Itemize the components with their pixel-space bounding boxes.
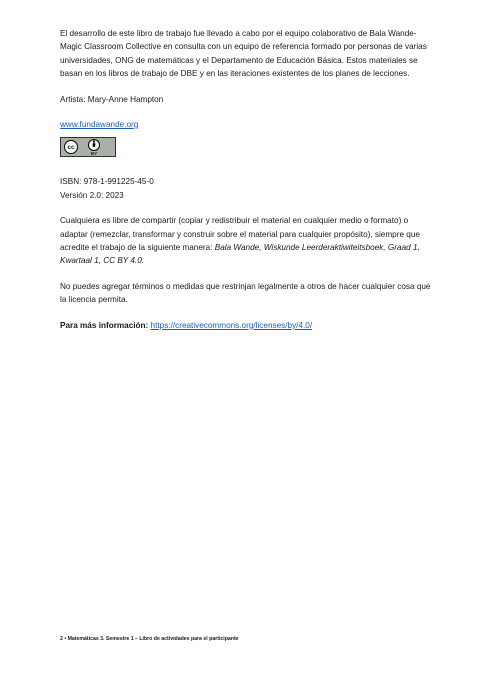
artist-credit: Artista: Mary-Anne Hampton (60, 94, 164, 104)
website-line (60, 118, 438, 131)
acknowledgement-paragraph: El desarrollo de este libro de trabajo fue llevado a cabo por el equipo colaborativo de Bala Wande-Magic Classroom Collective en consulta con un equipo de referencia formado por personas de varias universidades, ONG de matemáticas y el Departamento de Educación Básica. Estos materiales se basan en los libros de trabajo de DBE y en las iteraciones existentes de los planes de lecciones. (60, 29, 427, 79)
license-url-link[interactable]: https://creativecommons.org/licenses/by/4.0/ (150, 320, 313, 330)
website-link[interactable]: www.fundawande.org (60, 120, 139, 130)
isbn-line: ISBN: 978-1-991225-45-0 (60, 177, 154, 187)
share-text: Cualquiera es libre de compartir (copiar y redistribuir el material en cualquier medio o formato) o adaptar (remezclar, transformar y construir sobre el material para cualquier propósito), siempre que acredite el trabajo de la siguiente manera: (60, 216, 420, 253)
share-license-paragraph (60, 214, 438, 268)
by-label: BY (90, 150, 98, 156)
restriction-paragraph: No puedes agregar términos o medidas que restrinjan legalmente a otros de hacer cualquier cosa que la licencia permita. (60, 281, 431, 305)
version-line: Versión 2.0: 2023 (60, 190, 124, 200)
more-info-label: Para más información: (60, 320, 151, 330)
share-credit: Bala Wande, Wiskunde Leerderaktiwiteitsboek, Graad 1, Kwartaal 1, CC BY 4.0. (60, 243, 420, 266)
creative-commons-icon: cc (64, 140, 78, 154)
cc-by-license-badge (60, 137, 116, 157)
page-footer: 2 • Matemáticas 3. Semestre 1 – Libro de actividades para el participante (60, 636, 239, 642)
more-info-line (60, 319, 438, 332)
attribution-person-icon (88, 139, 100, 151)
attribution-block (88, 139, 100, 156)
page-content (60, 27, 438, 344)
